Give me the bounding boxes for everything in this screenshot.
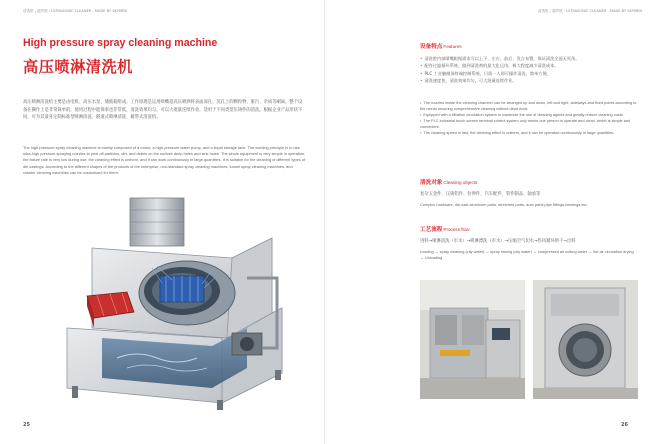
- left-running-header: 清洗机|超声波/ULTRASONIC CLEANER - MADE BY SKYMEN: [23, 9, 128, 13]
- page-number-left: 25: [23, 422, 30, 428]
- factory-photo-machine-line: [420, 280, 525, 399]
- list-item: • PLC 工业触摸屏终端控制系统，只需一人即可操作清洗，简单方便。: [420, 70, 635, 77]
- process-flow-en: Loading → spray cleaning (city water) → spray rinsing (city water) → compressed air cutting water → hot air circulation drying → Unloading: [420, 250, 634, 261]
- factory-photo-drum-machine: [533, 280, 638, 399]
- list-item: • The cleaning speed is fast, the cleaning effect is uniform, and it can be operated continuously in large quantities.: [420, 130, 638, 136]
- description-cn: 高压喷淋清洗机主要是由电机、高压水泵、储液箱组成。工作原理是运用喷嘴超高压喷洒将表面深孔、沉孔上的颗粒物、脏污、杂质等刷离。整个设备在操作上是非常简单的，使用过程中能保率也非常低，清洗效果均匀，可以大批量连续作业。适用于不同类型压铸件的清洗。根据企业产品形状不同，可为其量身定制标准型喷淋清洗、隧道式喷淋清洗、履带式清洗机。: [23, 100, 303, 121]
- list-item: • 清洗速度快，清洗效果均匀，可大批量连续作业。: [420, 77, 635, 84]
- cleaning-objects-heading: 清洗对象Cleaning objects: [420, 180, 478, 186]
- features-heading: 设备特点Features: [420, 44, 462, 50]
- cleaning-objects-cn: 复杂五金件、压铸铝件、拉伸件、汽车配件、管件制品、轴承等: [420, 192, 541, 197]
- process-flow-cn: 进料→喷淋清洗（市水）→喷淋漂洗（市水）→压缩空气切水→热风循环烘干→出料: [420, 239, 576, 244]
- page-title-cn: 高压喷淋清洗机: [23, 58, 133, 76]
- machine-illustration: [32, 188, 302, 413]
- features-list-en: [420, 100, 638, 136]
- page-number-right: 26: [621, 422, 628, 428]
- description-en: The high-pressure spray cleaning machine is mainly composed of a motor, a high-pressure water pump, and a liquid storage tank. The working principle is to use ultra-high pressure spraying nozzles to peel off particles, dirt, and debris on the surface deep holes and sink holes. The whole equipment is very simple in operation, the failure rate is very low during use, the cleaning effect is uniform, and it can work continuously in large quantities. It is suitable for the cleaning of different types of die castings. According to the different shapes of the products of the enterprise, non-standard spray cleaning machines, tunnel spray cleaning machines, and crawler cleaning machines can be customized for them.: [23, 145, 306, 175]
- list-item: • 配有过滤循环系统，做到清洗剂的最大化运用，极大程度减少清洗成本。: [420, 62, 635, 69]
- features-list-cn: [420, 55, 635, 84]
- right-running-header: 清洗机|超声波/ULTRASONIC CLEANER - MADE BY SKYMEN: [538, 9, 643, 13]
- page-title-en: High pressure spray cleaning machine: [23, 37, 218, 49]
- list-item: • 清洗腔内部喷嘴根据需求可以上下、左右、前后、发点布置，保证清洗全面无死角。: [420, 55, 635, 62]
- process-flow-heading: 工艺流程Process flow: [420, 227, 470, 233]
- list-item: • The nozzles inside the cleaning chamber can be arranged up and down, left and right, sideways and fixed points according to the needs ensuring comprehensive cleaning without dead ends.: [420, 100, 638, 112]
- cleaning-objects-en: Complex hardware, die-cast aluminum parts, stretched parts, auto parts,pipe fittings,bearings,etc.: [420, 202, 588, 207]
- list-item: • The PLC industrial touch screen terminal control system only needs one person to operate and clean, which is simple and convenient.: [420, 118, 638, 130]
- list-item: • Equipped with a filtration circulation system to maximize the use of cleaning agents and greatly reduce cleaning costs.: [420, 112, 638, 118]
